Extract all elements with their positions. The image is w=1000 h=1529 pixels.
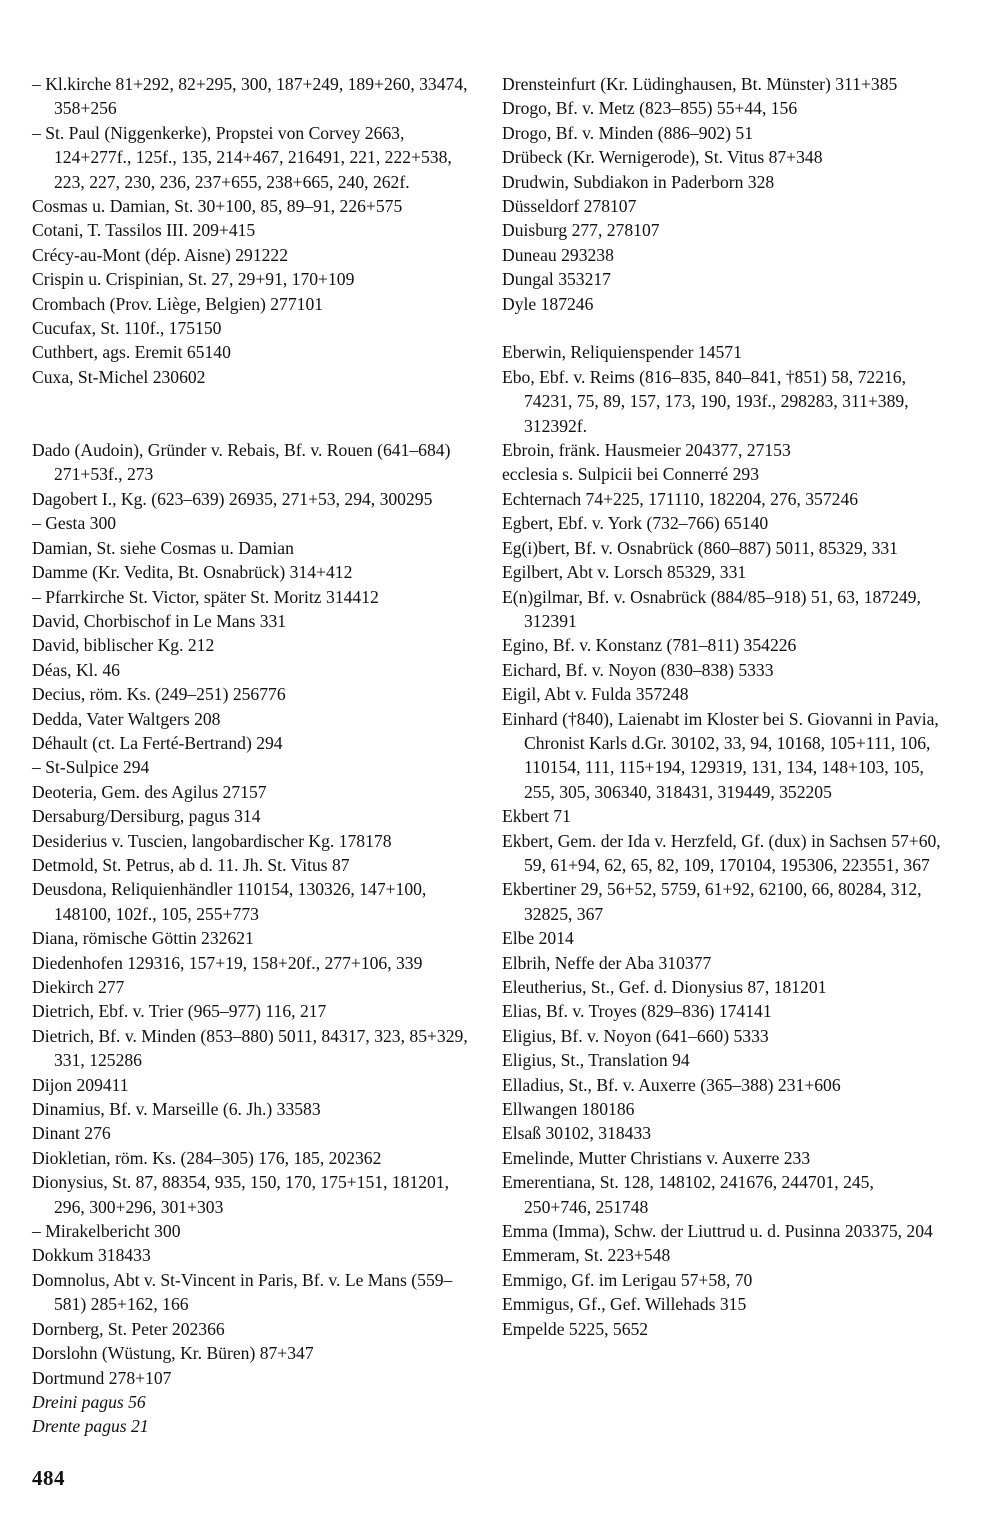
index-entry: David, Chorbischof in Le Mans 331 bbox=[32, 610, 287, 631]
index-entry: Echternach 74+225, 171110, 182204, 276, 357246 bbox=[502, 488, 859, 509]
index-entry: Emmigo, Gf. im Lerigau 57+58, 70 bbox=[502, 1269, 753, 1290]
index-entry: Ekbert 71 bbox=[502, 806, 571, 827]
index-entry: Drensteinfurt (Kr. Lüdinghausen, Bt. Münster) 311+385 bbox=[502, 74, 898, 94]
index-entry: Eichard, Bf. v. Noyon (830–838) 5333 bbox=[502, 659, 774, 680]
index-entry: – St-Sulpice 294 bbox=[32, 757, 150, 778]
index-entry: – Mirakelbericht 300 bbox=[32, 1221, 181, 1242]
index-entry: Eligius, St., Translation 94 bbox=[502, 1050, 690, 1071]
index-entry: Dinamius, Bf. v. Marseille (6. Jh.) 33583 bbox=[32, 1099, 321, 1120]
index-entry: Diekirch 277 bbox=[32, 977, 125, 997]
section-gap bbox=[32, 414, 472, 438]
index-entry: Dorslohn (Wüstung, Kr. Büren) 87+347 bbox=[32, 1343, 314, 1364]
index-column-right bbox=[502, 72, 942, 1341]
page-number: 484 bbox=[32, 1466, 65, 1490]
index-entry: Emmigus, Gf., Gef. Willehads 315 bbox=[502, 1294, 747, 1315]
index-entry: Déas, Kl. 46 bbox=[32, 659, 120, 680]
index-entry: Domnolus, Abt v. St-Vincent in Paris, Bf. v. Le Mans (559–581) 285+162, 166 bbox=[32, 1269, 453, 1315]
index-entry: Elladius, St., Bf. v. Auxerre (365–388) 231+606 bbox=[502, 1074, 841, 1095]
index-entry: Emma (Imma), Schw. der Liuttrud u. d. Pusinna 203375, 204 bbox=[502, 1221, 933, 1242]
index-entry: Dersaburg/Dersiburg, pagus 314 bbox=[32, 806, 261, 827]
index-entry: Diedenhofen 129316, 157+19, 158+20f., 277+106, 339 bbox=[32, 952, 423, 973]
index-entry: Crispin u. Crispinian, St. 27, 29+91, 170+109 bbox=[32, 269, 355, 290]
index-entry: Dietrich, Ebf. v. Trier (965–977) 116, 217 bbox=[32, 1001, 327, 1022]
index-entry: – Gesta 300 bbox=[32, 513, 117, 534]
index-entry: Egino, Bf. v. Konstanz (781–811) 354226 bbox=[502, 635, 797, 656]
index-entry: Eigil, Abt v. Fulda 357248 bbox=[502, 684, 689, 705]
index-entry: Dietrich, Bf. v. Minden (853–880) 5011, 84317, 323, 85+329, 331, 125286 bbox=[32, 1025, 468, 1071]
index-entry: Cucufax, St. 110f., 175150 bbox=[32, 318, 222, 339]
index-entry: – St. Paul (Niggenkerke), Propstei von Corvey 2663, 124+277f., 125f., 135, 214+467, 216491, 221, 222+538, 223, 227, 230, 236, 237+655, 238+665, 240, 262f. bbox=[32, 122, 452, 192]
index-entry: Drübeck (Kr. Wernigerode), St. Vitus 87+348 bbox=[502, 147, 823, 168]
index-entry: Damme (Kr. Vedita, Bt. Osnabrück) 314+412 bbox=[32, 562, 353, 583]
index-entry: Einhard (†840), Laienabt im Kloster bei S. Giovanni in Pavia, Chronist Karls d.Gr. 30102, 33, 94, 10168, 105+111, 106, 110154, 111, 115+194, 129319, 131, 134, 148+103, 105, 255, 305, 306340, 318431, 319449, 352205 bbox=[502, 708, 939, 802]
index-entry: Ebo, Ebf. v. Reims (816–835, 840–841, †851) 58, 72216, 74231, 75, 89, 157, 173, 190, 193f., 298283, 311+389, 312392f. bbox=[502, 366, 909, 436]
index-entry: Duisburg 277, 278107 bbox=[502, 220, 660, 241]
section-gap bbox=[32, 389, 472, 413]
index-entry: Dornberg, St. Peter 202366 bbox=[32, 1318, 225, 1339]
index-entry: Ellwangen 180186 bbox=[502, 1099, 635, 1120]
index-entry: David, biblischer Kg. 212 bbox=[32, 635, 215, 656]
index-entry: Déhault (ct. La Ferté-Bertrand) 294 bbox=[32, 732, 283, 753]
index-entry: Crombach (Prov. Liège, Belgien) 277101 bbox=[32, 293, 324, 314]
index-entry: Dinant 276 bbox=[32, 1123, 111, 1144]
index-entry: Crécy-au-Mont (dép. Aisne) 291222 bbox=[32, 244, 289, 265]
index-entry: Egbert, Ebf. v. York (732–766) 65140 bbox=[502, 513, 769, 534]
index-entry: Elias, Bf. v. Troyes (829–836) 174141 bbox=[502, 1001, 772, 1022]
index-entry: Elsaß 30102, 318433 bbox=[502, 1123, 652, 1144]
index-entry: Eg(i)bert, Bf. v. Osnabrück (860–887) 5011, 85329, 331 bbox=[502, 537, 898, 558]
index-entry: Drente pagus 21 bbox=[32, 1416, 149, 1437]
index-entry: Dreini pagus 56 bbox=[32, 1391, 146, 1412]
index-entry: Diokletian, röm. Ks. (284–305) 176, 185, 202362 bbox=[32, 1147, 382, 1168]
index-entry: Dijon 209411 bbox=[32, 1074, 129, 1095]
index-column-left bbox=[32, 72, 472, 1439]
index-entry: Eberwin, Reliquienspender 14571 bbox=[502, 342, 742, 363]
index-entry: Ebroin, fränk. Hausmeier 204377, 27153 bbox=[502, 440, 791, 461]
index-entry: Düsseldorf 278107 bbox=[502, 196, 637, 217]
index-entry: Ekbertiner 29, 56+52, 5759, 61+92, 62100, 66, 80284, 312, 32825, 367 bbox=[502, 879, 922, 924]
index-entry: Dyle 187246 bbox=[502, 293, 594, 314]
index-entry: Cuthbert, ags. Eremit 65140 bbox=[32, 342, 231, 363]
index-entry: Egilbert, Abt v. Lorsch 85329, 331 bbox=[502, 562, 747, 583]
section-gap bbox=[502, 316, 942, 340]
index-entry: Deusdona, Reliquienhändler 110154, 130326, 147+100, 148100, 102f., 105, 255+773 bbox=[32, 879, 427, 924]
index-entry: Dado (Audoin), Gründer v. Rebais, Bf. v. Rouen (641–684) 271+53f., 273 bbox=[32, 440, 451, 485]
index-entry: Decius, röm. Ks. (249–251) 256776 bbox=[32, 684, 286, 705]
index-entry: Emelinde, Mutter Christians v. Auxerre 233 bbox=[502, 1147, 811, 1168]
index-entry: – Kl.kirche 81+292, 82+295, 300, 187+249, 189+260, 33474, 358+256 bbox=[32, 74, 468, 119]
index-entry: Dionysius, St. 87, 88354, 935, 150, 170, 175+151, 181201, 296, 300+296, 301+303 bbox=[32, 1172, 450, 1217]
index-entry: Drogo, Bf. v. Minden (886–902) 51 bbox=[502, 122, 754, 143]
index-entry: Drudwin, Subdiakon in Paderborn 328 bbox=[502, 171, 775, 192]
index-entry: Drogo, Bf. v. Metz (823–855) 55+44, 156 bbox=[502, 98, 798, 119]
index-entry: Empelde 5225, 5652 bbox=[502, 1318, 649, 1339]
index-entry: Dortmund 278+107 bbox=[32, 1367, 172, 1388]
index-entry: Damian, St. siehe Cosmas u. Damian bbox=[32, 537, 294, 558]
index-entry: Eleutherius, St., Gef. d. Dionysius 87, 181201 bbox=[502, 977, 827, 998]
index-entry: Elbe 2014 bbox=[502, 928, 574, 949]
index-entry: Elbrih, Neffe der Aba 310377 bbox=[502, 952, 712, 973]
index-entry: Ekbert, Gem. der Ida v. Herzfeld, Gf. (dux) in Sachsen 57+60, 59, 61+94, 62, 65, 82, 109, 170104, 195306, 223551, 367 bbox=[502, 830, 941, 875]
index-entry: Dagobert I., Kg. (623–639) 26935, 271+53, 294, 300295 bbox=[32, 488, 433, 509]
index-entry: Cuxa, St-Michel 230602 bbox=[32, 366, 206, 387]
index-entry: Eligius, Bf. v. Noyon (641–660) 5333 bbox=[502, 1025, 769, 1046]
index-entry: Cosmas u. Damian, St. 30+100, 85, 89–91, 226+575 bbox=[32, 196, 403, 217]
index-entry: – Pfarrkirche St. Victor, später St. Moritz 314412 bbox=[32, 586, 379, 607]
index-entry: Diana, römische Göttin 232621 bbox=[32, 928, 254, 949]
index-entry: Duneau 293238 bbox=[502, 244, 614, 265]
index-entry: Desiderius v. Tuscien, langobardischer Kg. 178178 bbox=[32, 830, 392, 851]
index-entry: Dokkum 318433 bbox=[32, 1245, 151, 1266]
index-entry: Emerentiana, St. 128, 148102, 241676, 244701, 245, 250+746, 251748 bbox=[502, 1172, 874, 1217]
index-entry: Dungal 353217 bbox=[502, 269, 611, 290]
index-entry: Deoteria, Gem. des Agilus 27157 bbox=[32, 781, 267, 802]
index-entry: ecclesia s. Sulpicii bei Connerré 293 bbox=[502, 464, 759, 485]
index-entry: Detmold, St. Petrus, ab d. 11. Jh. St. Vitus 87 bbox=[32, 854, 350, 875]
index-entry: Cotani, T. Tassilos III. 209+415 bbox=[32, 220, 256, 241]
index-entry: Emmeram, St. 223+548 bbox=[502, 1245, 671, 1266]
index-entry: Dedda, Vater Waltgers 208 bbox=[32, 708, 221, 729]
index-entry: E(n)gilmar, Bf. v. Osnabrück (884/85–918) 51, 63, 187249, 312391 bbox=[502, 586, 921, 631]
